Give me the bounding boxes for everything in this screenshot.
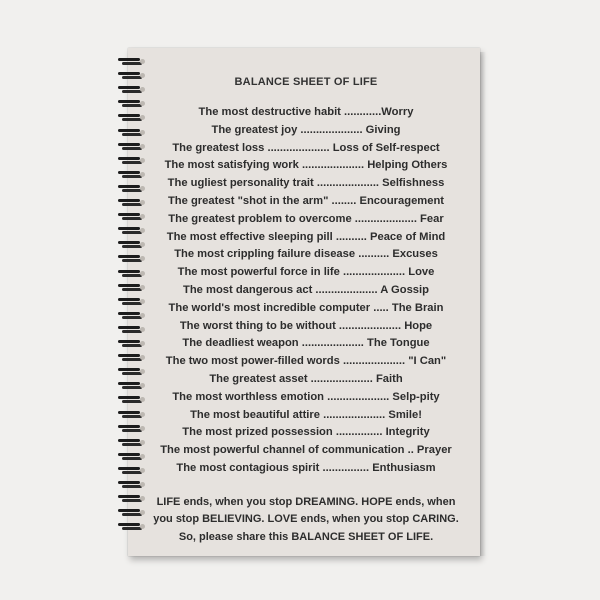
list-item: The greatest asset .................... Faith (209, 372, 403, 385)
spiral-ring (116, 58, 146, 66)
list-item: The most contagious spirit ............... Enthusiasm (176, 461, 436, 474)
balance-list (138, 104, 474, 478)
list-item: The greatest loss .................... Loss of Self-respect (172, 141, 440, 154)
list-item: The most crippling failure disease .......... Excuses (174, 248, 438, 261)
list-item: The most effective sleeping pill .......... Peace of Mind (166, 230, 446, 243)
list-item: The greatest "shot in the arm" ........ Encouragement (167, 194, 445, 207)
list-item: The worst thing to be without .................... Hope (179, 319, 433, 332)
list-item: The greatest problem to overcome .................... Fear (168, 212, 444, 225)
notebook-cover-print (138, 70, 474, 550)
list-item: The most destructive habit ............Worry (198, 106, 414, 118)
notebook-shadow (480, 52, 486, 556)
list-item: The ugliest personality trait .................... Selfishness (167, 177, 445, 190)
list-item: The most dangerous act .................... A Gossip (183, 283, 429, 296)
closing-message (138, 494, 474, 547)
list-item: The most worthless emotion .................... Selp-pity (172, 390, 440, 403)
list-item: The most beautiful attire .................... Smile! (190, 408, 422, 421)
list-item: The most powerful force in life .................... Love (177, 266, 435, 279)
sheet-title: BALANCE SHEET OF LIFE (234, 76, 378, 88)
closing-line: you stop BELIEVING. LOVE ends, when you stop CARING. (153, 513, 459, 526)
list-item: The deadliest weapon .................... The Tongue (182, 337, 430, 350)
list-item: The most prized possession ............... Integrity (182, 426, 430, 439)
closing-line: So, please share this BALANCE SHEET OF LIFE. (178, 530, 434, 543)
list-item: The world's most incredible computer ..... The Brain (168, 301, 444, 314)
list-item: The greatest joy .................... Giving (211, 123, 401, 136)
closing-line: LIFE ends, when you stop DREAMING. HOPE ends, when (156, 495, 456, 508)
list-item: The two most power-filled words .................... "I Can" (165, 355, 447, 368)
list-item: The most powerful channel of communication .. Prayer (160, 444, 452, 457)
list-item: The most satisfying work .................... Helping Others (164, 159, 448, 172)
